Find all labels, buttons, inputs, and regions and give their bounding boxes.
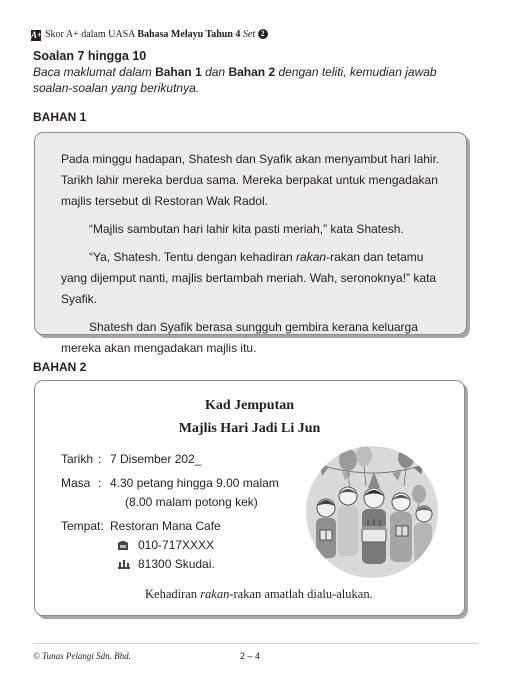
postcode: 81300 Skudai.	[138, 557, 215, 571]
date-colon: :	[98, 452, 102, 466]
card-subtitle: Majlis Hari Jadi Li Jun	[178, 421, 321, 436]
publisher-logo: A+	[31, 30, 43, 40]
place-label: Tempat:	[61, 519, 104, 533]
invitation-closing	[145, 587, 373, 602]
time-colon: :	[98, 476, 102, 490]
header-book: Bahasa Melayu Tahun 4	[137, 29, 241, 40]
instruction-text: dan	[201, 65, 229, 79]
page-number: 2 – 4	[240, 651, 261, 661]
bahan1-passage	[61, 149, 441, 359]
passage-paragraph-2: “Majlis sambutan hari lahir kita pasti meriah,” kata Shatesh.	[89, 222, 404, 236]
time-note: (8.00 malam potong kek)	[125, 495, 258, 509]
p3-italic: rakan	[296, 250, 327, 264]
p3-text: -rakan dan tetamu yang dijemput nanti, majlis bertambah meriah. Wah, seronoknya!” kata Syafik.	[61, 250, 437, 306]
footer-divider	[33, 643, 478, 644]
bahan2-label: BAHAN 2	[33, 360, 87, 374]
question-instruction	[33, 64, 473, 96]
place-value: Restoran Mana Cafe	[110, 519, 221, 533]
instruction-bahan1: Bahan 1	[155, 65, 202, 79]
running-header	[45, 29, 268, 40]
p3-text: “Ya, Shatesh. Tentu dengan kehadiran	[89, 250, 297, 264]
card-title: Kad Jemputan	[204, 398, 295, 413]
copyright: © Tunas Pelangi Sdn. Bhd.	[33, 651, 131, 661]
header-set-number: 2	[258, 29, 268, 39]
instruction-text: dengan teliti, kemudian jawab soalan-soalan yang berikutnya.	[33, 65, 437, 95]
phone-number: 010-717XXXX	[138, 538, 215, 552]
time-value: 4.30 petang hingga 9.00 malam	[110, 476, 279, 490]
header-prefix: Skor A+ dalam UASA	[45, 29, 135, 40]
time-label: Masa	[61, 476, 91, 490]
date-value: 7 Disember 202_	[110, 452, 202, 466]
passage-paragraph-1: Pada minggu hadapan, Shatesh dan Syafik akan menyambut hari lahir. Tarikh lahir mereka berdua sama. Mereka berpakat untuk mengadakan majlis tersebut di Restoran Wak Radol.	[61, 152, 440, 208]
closing-italic: rakan	[200, 587, 230, 601]
phone-icon	[118, 540, 128, 550]
birthday-party-illustration	[306, 446, 438, 578]
closing-text: Kehadiran	[145, 587, 201, 601]
header-set-label: Set	[242, 29, 256, 40]
instruction-bahan2: Bahan 2	[228, 65, 276, 79]
date-label: Tarikh	[61, 452, 94, 466]
closing-text: -rakan amatlah dialu-alukan.	[229, 587, 373, 601]
bahan1-label: BAHAN 1	[33, 110, 87, 124]
passage-paragraph-4: Shatesh dan Syafik berasa sungguh gembira kerana keluarga mereka akan mengadakan majlis itu.	[61, 320, 418, 355]
passage-paragraph-3	[61, 247, 441, 310]
question-title: Soalan 7 hingga 10	[33, 49, 147, 63]
building-icon	[118, 559, 130, 569]
instruction-text: Baca maklumat dalam	[33, 65, 156, 79]
